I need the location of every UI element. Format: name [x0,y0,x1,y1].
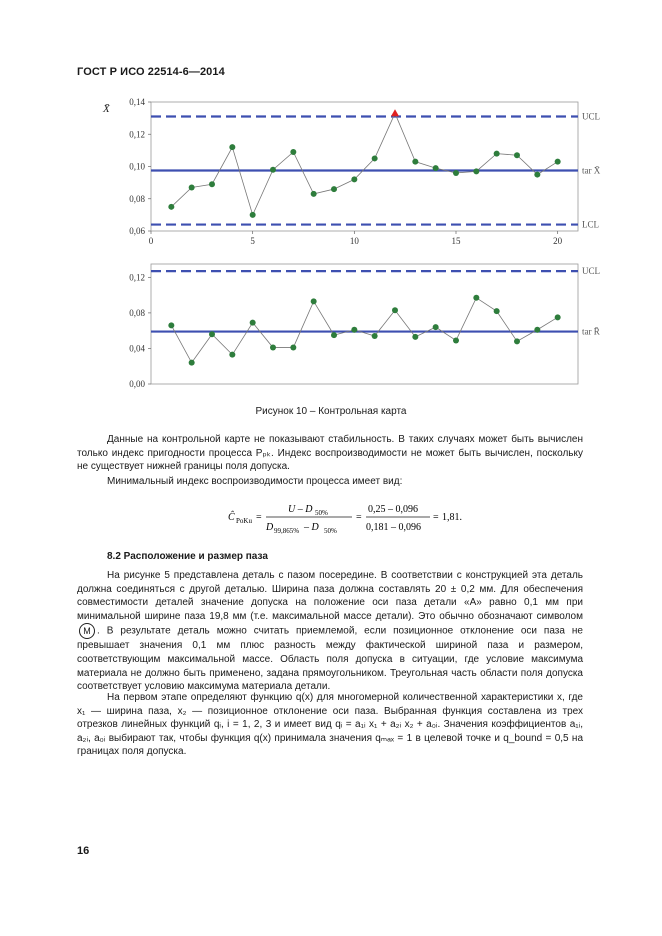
formula-den2: 0,181 – 0,096 [366,522,421,533]
data-point-0 [534,172,540,178]
document-header: ГОСТ Р ИСО 22514-6—2014 [77,66,225,78]
formula-num1-sub: 50% [315,509,328,517]
paragraph-slot: На рисунке 5 представлена деталь с пазом посередине. В соответствии с конструкцией эта деталь должна соединяться с другой деталью. Ширина паза должна составлять 20 ± 0,2 мм. Для обеспечения совместимости деталей значение допуска на положение оси паза детали «А» равно 0,1 мм при минимальной ширине паза 19,8 мм (т.е. максимальной массе детали). Это обычно обозначают символом M . В результате деталь можно считать приемлемой, если позиционное отклонение оси паза не превышает значения 0,1 мм плюс разность между фактической шириной паза и размером, соответствующим максимальной массе. Область поля допуска в ситуации, где условие максимума материала не должно быть применено, задана прямоугольником. Треугольная часть области поля допуска соответствует условию максимума материала детали. [77,570,583,693]
formula-den1-sub1: 99,865% [274,527,300,535]
section-heading: 8.2 Расположение и размер паза [107,551,268,562]
formula-den1-sub2: 50% [324,527,337,535]
data-point-1 [331,332,337,338]
plot-frame-0 [151,102,578,231]
data-point-1 [311,298,317,304]
formula-cpoku [228,500,488,536]
data-point-1 [473,295,479,301]
y-tick-label-1: 0,00 [129,379,145,389]
formula-eq1: = [256,512,262,523]
page-number: 16 [77,845,90,857]
formula-den1-mid: – D [304,522,319,533]
data-point-0 [290,149,296,155]
x-tick-label-0: 15 [451,236,461,246]
center-label-0: tar X̄ [582,165,601,176]
formula-num1: U – D [288,504,313,515]
control-chart-figure [0,0,662,400]
data-point-1 [555,314,561,320]
data-point-0 [189,184,195,190]
ucl-label-1: UCL [582,266,600,277]
data-point-1 [351,327,357,333]
y-tick-label-1: 0,12 [129,272,145,283]
data-point-0 [372,155,378,161]
data-point-1 [229,352,235,358]
figure-caption: Рисунок 10 – Контрольная карта [255,406,407,417]
data-point-1 [270,345,276,351]
data-point-1 [412,334,418,340]
data-point-0 [412,159,418,165]
formula-num2: 0,25 – 0,096 [368,504,418,515]
data-point-1 [209,331,215,337]
x-tick-label-0: 5 [250,236,255,246]
y-axis-label-0: X̄ [103,103,110,115]
y-tick-label-0: 0,10 [129,161,145,172]
data-point-1 [514,338,520,344]
paragraph-function: На первом этапе определяют функцию q(x) для многомерной количественной характеристики x, где x₁ — ширина паза, x₂ — позиционное отклонение оси паза. Выбранная функция составлена из трех отрезков линейных функций qᵢ, i = 1, 2, 3 и имеет вид qᵢ = a₁ᵢ x₁ + a₂ᵢ x₂ + a₀ᵢ. Значения коэффициентов a₁ᵢ, a₂ᵢ, a₀ᵢ выбирают так, чтобы функция q(x) принимала значения qₘₐₓ = 1 в целевой точке и q_bound = 0,5 на границах поля допуска. [77,692,583,758]
formula-den1: D [266,522,274,533]
y-tick-label-1: 0,08 [129,307,145,318]
data-point-1 [433,324,439,330]
data-point-0 [270,167,276,173]
data-point-0 [555,159,561,165]
data-point-0 [229,144,235,150]
data-point-1 [453,337,459,343]
y-tick-label-0: 0,14 [129,97,145,107]
data-point-0 [453,170,459,176]
paragraph-stability: Данные на контрольной карте не показывают стабильность. В таких случаях может быть вычислен только индекс пригодности процесса Pₚₖ. Индекс воспроизводимости не может быть вычислен, поскольку не существует нижней границы поля допуска. [77,434,583,473]
data-point-0 [250,212,256,218]
paragraph-min-index: Минимальный индекс воспроизводимости процесса имеет вид: [107,476,403,487]
data-point-0 [331,186,337,192]
ucl-label-0: UCL [582,111,600,122]
formula-lhs: Ĉ [228,512,235,523]
data-point-1 [290,345,296,351]
data-point-1 [494,308,500,314]
data-point-1 [250,320,256,326]
y-tick-label-0: 0,08 [129,193,145,204]
data-point-1 [534,327,540,333]
formula-lhs-sub: PoKu [236,517,252,525]
formula-result: 1,81. [442,512,462,523]
data-point-1 [392,307,398,313]
max-material-symbol: M [79,623,95,639]
x-tick-label-0: 0 [148,236,154,246]
formula-eq3: = [433,512,439,523]
y-tick-label-1: 0,04 [129,343,145,354]
center-label-1: tar R̄ [582,326,600,337]
data-point-0 [473,168,479,174]
x-tick-label-0: 20 [553,236,563,246]
x-tick-label-0: 10 [349,236,359,246]
data-point-0 [351,176,357,182]
data-point-0 [433,165,439,171]
data-point-0 [514,152,520,158]
data-point-1 [168,322,174,328]
lcl-label-0: LCL [582,219,599,230]
y-tick-label-0: 0,06 [129,226,145,236]
data-point-0 [311,191,317,197]
data-point-0 [168,204,174,210]
plot-frame-1 [151,264,578,384]
data-point-1 [189,360,195,366]
data-point-1 [372,333,378,339]
data-point-0 [209,181,215,187]
formula-eq2: = [356,512,362,523]
data-point-0 [494,151,500,157]
y-tick-label-0: 0,12 [129,129,145,140]
